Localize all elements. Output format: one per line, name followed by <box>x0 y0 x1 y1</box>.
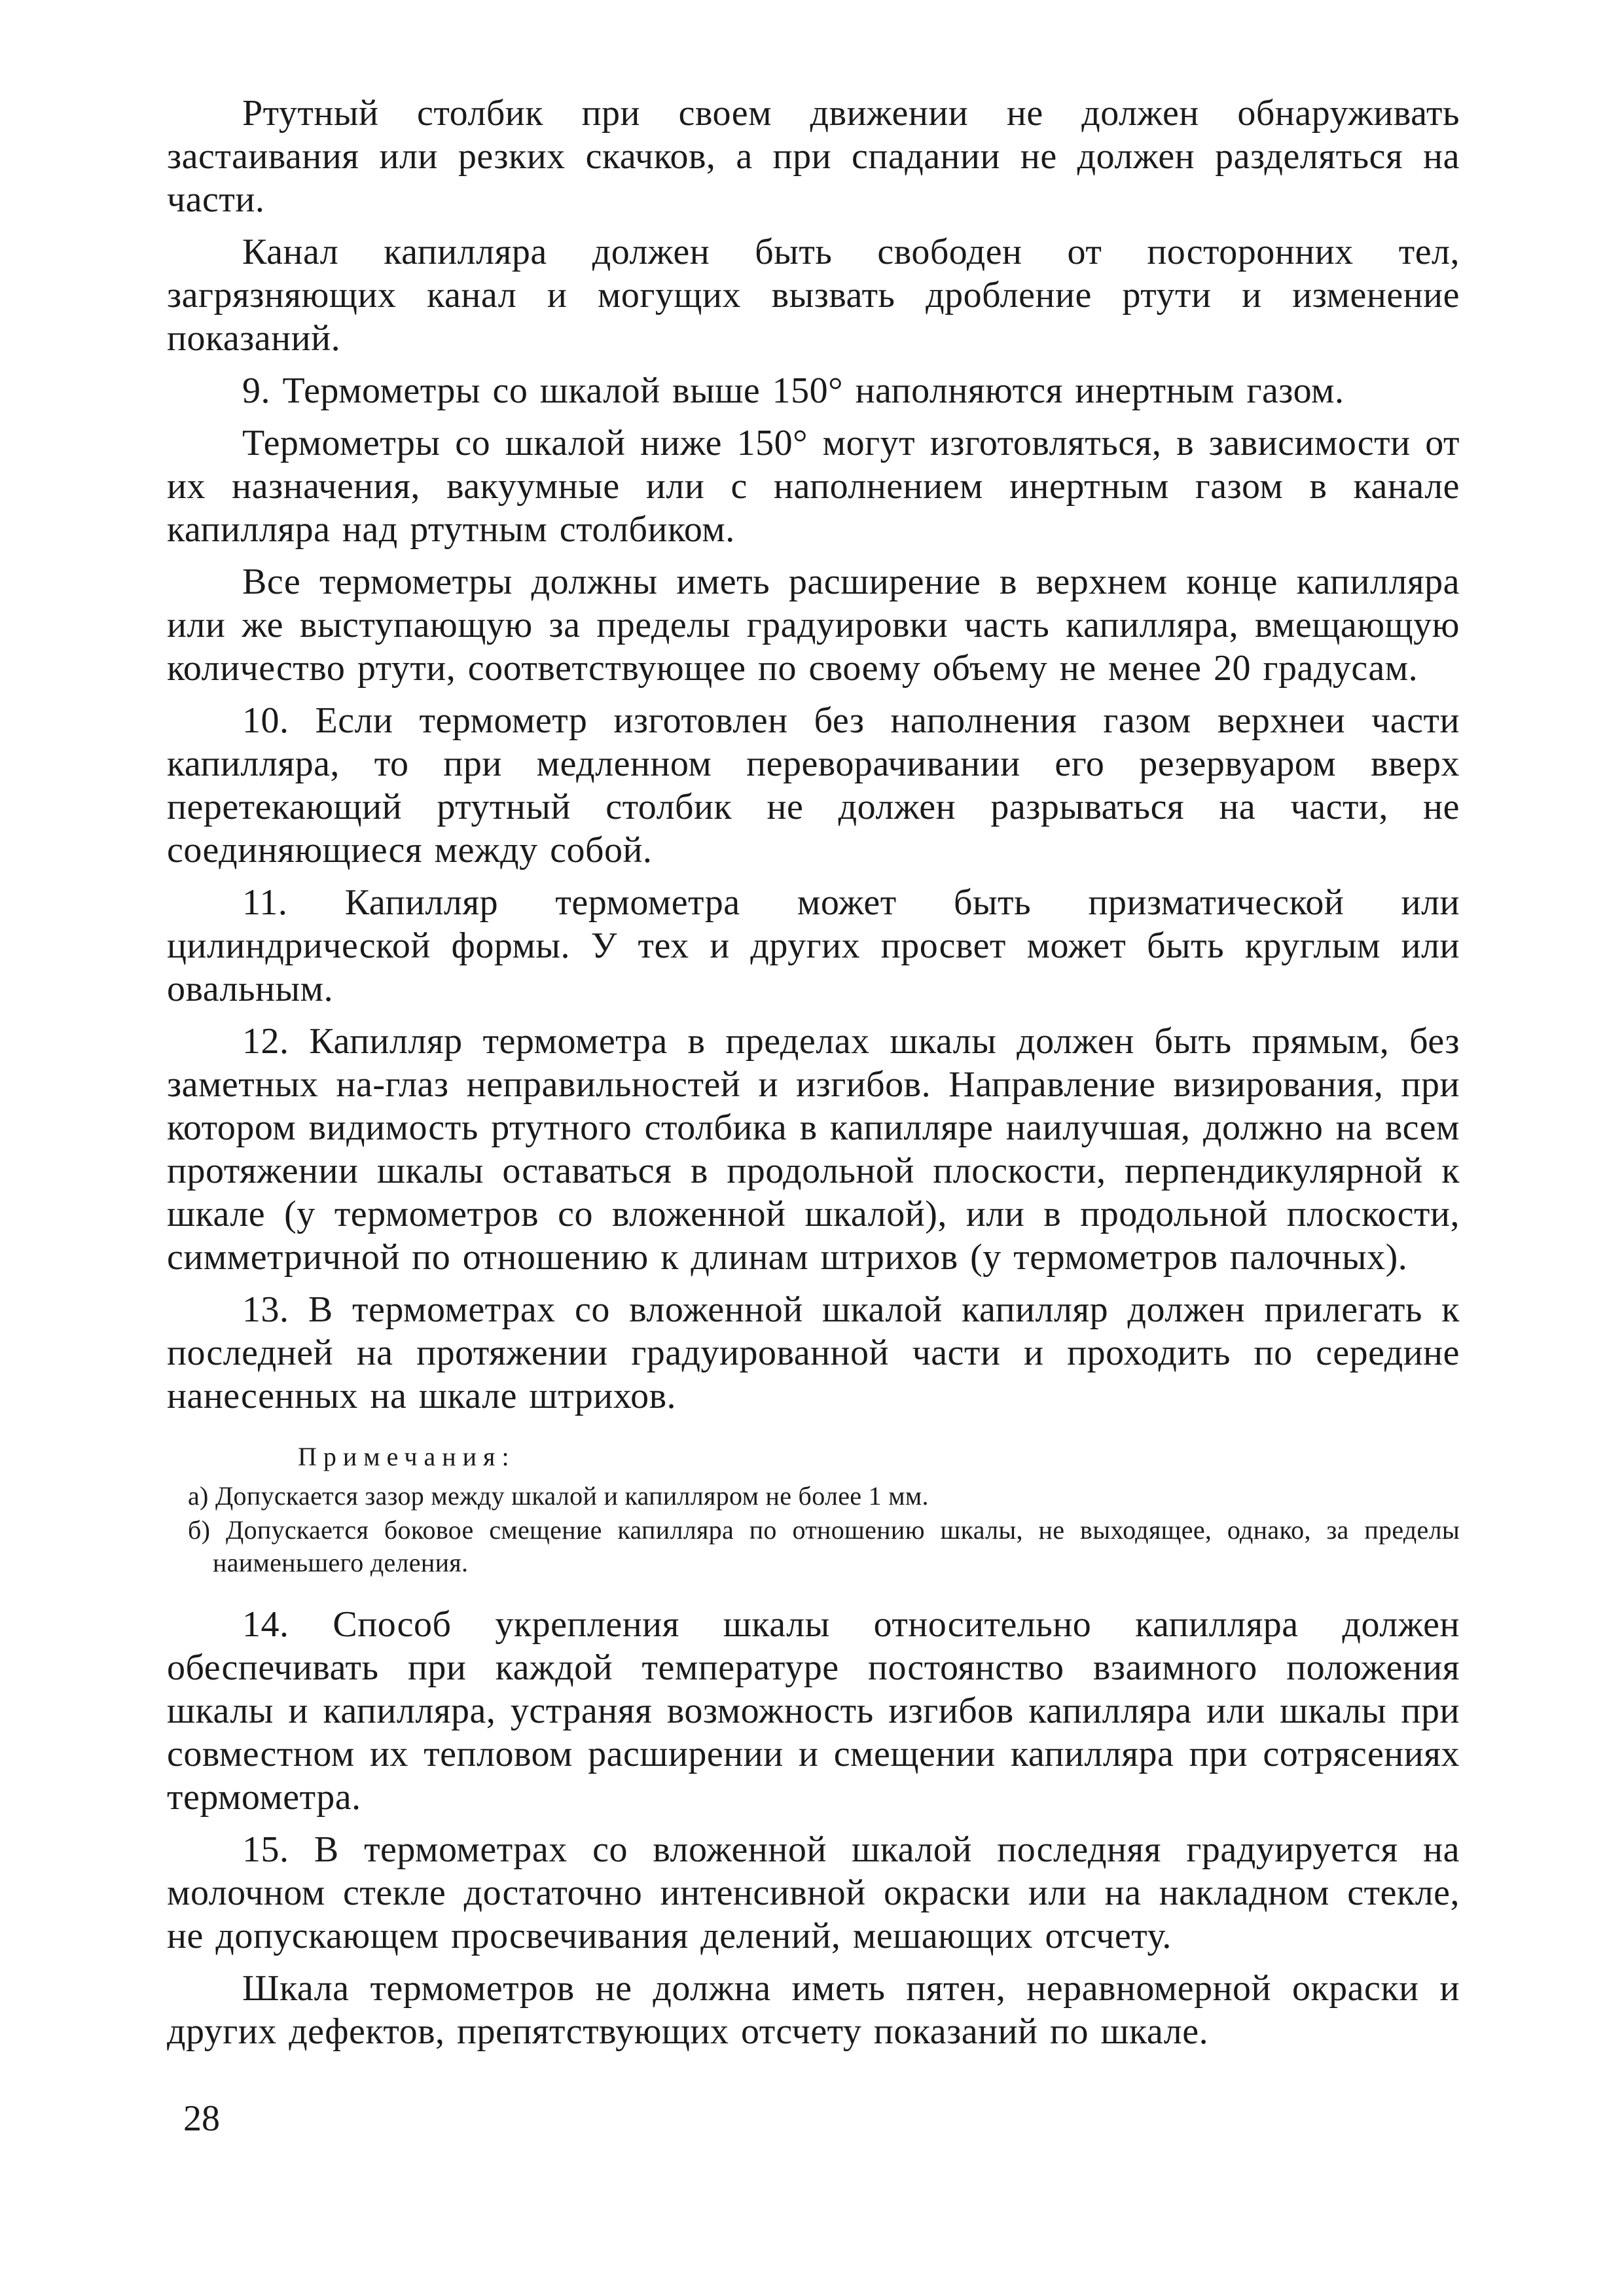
notes-title: Примечания: <box>298 1442 516 1471</box>
paragraph-item-13: 13. В термометрах со вложенной шкалой капилляр должен прилегать к последней на протяжении градуированной части и проходить по середине нанесенных на шкале штрихов. <box>167 1289 1460 1416</box>
paragraph-scale-defects: Шкала термометров не должна иметь пятен, неравномерной окраски и других дефектов, препятствующих отсчету показаний по шкале. <box>167 1968 1460 2052</box>
paragraph-item-12: 12. Капилляр термометра в пределах шкалы должен быть прямым, без заметных на-глаз неправильностей и изгибов. Направление визирования, при котором видимость ртутного столбика в капилляре наилучшая, должно на всем протяжении шкалы оставаться в продольной плоскости, перпендикулярной к шкале (у термометров со вложенной шкалой), или в продольной плоскости, симметричной по отношению к длинам штрихов (у термометров палочных). <box>167 1021 1460 1278</box>
paragraph-item-10: 10. Если термометр изготовлен без наполнения газом верхнеи части капилляра, то при медленном переворачивании его резервуаром вверх перетекающий ртутный столбик не должен разрываться на части, не соединяющиеся между собой. <box>167 700 1460 870</box>
paragraph-expansion: Все термометры должны иметь расширение в верхнем конце капилляра или же выступающую за пределы градуировки часть капилляра, вмещающую количество ртути, соответствующее по своему объему не менее 20 градусам. <box>167 562 1460 689</box>
note-b: б) Допускается боковое смещение капилляра по отношению шкалы, не выходящее, однако, за пределы наименьшего деления. <box>188 1515 1460 1577</box>
paragraph-below-150: Термометры со шкалой ниже 150° могут изготовляться, в зависимости от их назначения, вакуумные или с наполнением инертным газом в канале капилляра над ртутным столбиком. <box>167 423 1460 550</box>
paragraph-item-11: 11. Капилляр термометра может быть призматической или цилиндрической формы. У тех и других просвет может быть круглым или овальным. <box>167 882 1460 1009</box>
paragraph-mercury-column: Ртутный столбик при своем движении не должен обнаруживать застаивания или резких скачков, а при спадании не должен разделяться на части. <box>167 93 1460 220</box>
page-body <box>167 92 1460 2062</box>
page-number: 28 <box>183 2098 220 2139</box>
paragraph-item-14: 14. Способ укрепления шкалы относительно капилляра должен обеспечивать при каждой температуре постоянство взаимного положения шкалы и капилляра, устраняя возможность изгибов капилляра или шкалы при совместном их тепловом расширении и смещении капилляра при сотрясениях термометра. <box>167 1604 1460 1818</box>
note-a: а) Допускается зазор между шкалой и капилляром не более 1 мм. <box>188 1481 929 1511</box>
paragraph-capillary-channel: Канал капилляра должен быть свободен от посторонних тел, загрязняющих канал и могущих вызвать дробление ртути и изменение показаний. <box>167 232 1460 359</box>
notes-spacer <box>167 1581 1460 1603</box>
paragraph-item-9: 9. Термометры со шкалой выше 150° наполняются инертным газом. <box>242 370 1344 411</box>
paragraph-item-15: 15. В термометрах со вложенной шкалой последняя градуируется на молочном стекле достаточно интенсивной окраски или на накладном стекле, не допускающем просвечивания делений, мешающих отсчету. <box>167 1829 1460 1956</box>
